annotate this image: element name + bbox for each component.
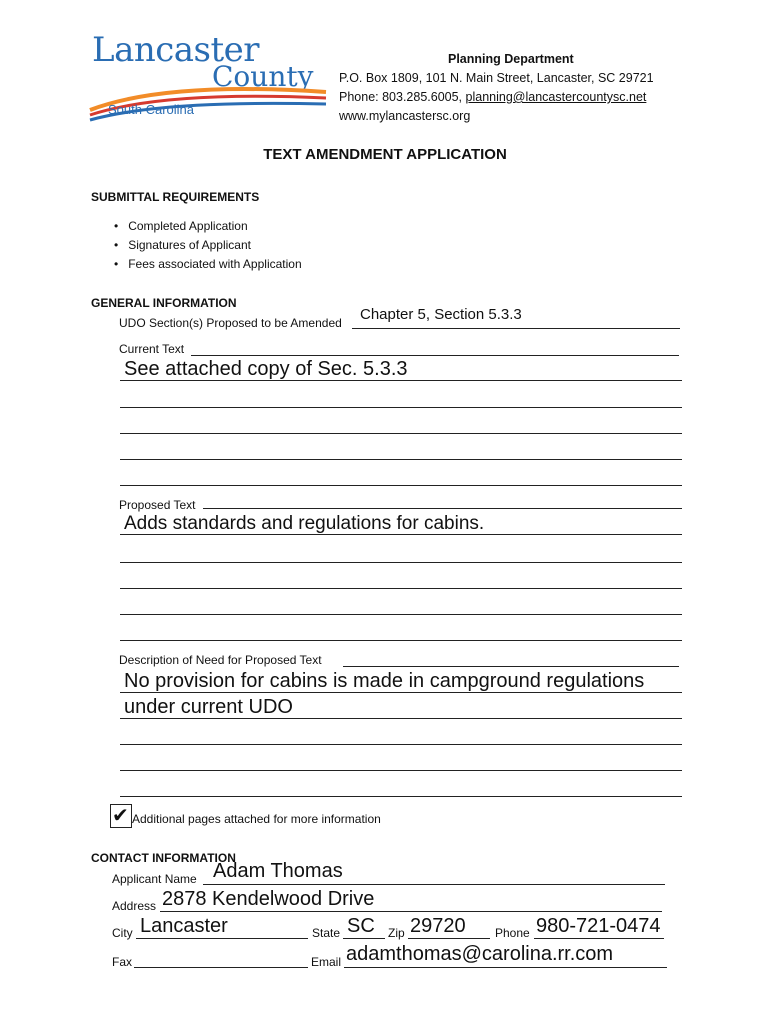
proposed-text-field[interactable] [120, 512, 682, 536]
proposed-text-line[interactable] [120, 640, 682, 641]
udo-value: Chapter 5, Section 5.3.3 [360, 306, 522, 323]
department-phone [339, 88, 646, 107]
current-text-label: Current Text [119, 342, 185, 356]
need-line[interactable] [343, 666, 679, 667]
list-item: • Fees associated with Application [114, 257, 302, 271]
proposed-text-line[interactable] [120, 614, 682, 615]
email-label: Email [311, 955, 342, 969]
logo-state: South Carolina [108, 102, 194, 117]
city-value: Lancaster [140, 915, 228, 937]
applicant-name-value: Adam Thomas [213, 860, 343, 882]
list-item: • Completed Application [114, 219, 248, 233]
checkmark-icon: ✔ [112, 803, 129, 827]
need-field-1[interactable] [120, 670, 682, 694]
list-item: • Signatures of Applicant [114, 238, 251, 252]
phone-label: Phone [495, 926, 530, 940]
current-text-line[interactable] [120, 407, 682, 408]
current-text-line[interactable] [120, 485, 682, 486]
applicant-name-field[interactable] [203, 861, 665, 885]
need-line[interactable] [120, 744, 682, 745]
proposed-text-line[interactable] [203, 508, 682, 509]
zip-label: Zip [388, 926, 405, 940]
department-name: Planning Department [448, 52, 574, 66]
state-value: SC [347, 915, 375, 937]
email-value: adamthomas@carolina.rr.com [346, 943, 614, 965]
phone-value: 980-721-0474 [536, 915, 661, 937]
submittal-heading: SUBMITTAL REQUIREMENTS [91, 190, 260, 204]
state-field[interactable] [343, 915, 385, 939]
department-address: P.O. Box 1809, 101 N. Main Street, Lancaster, SC 29721 [339, 71, 654, 85]
form-title: TEXT AMENDMENT APPLICATION [263, 146, 507, 163]
city-label: City [112, 926, 133, 940]
address-value: 2878 Kendelwood Drive [162, 888, 375, 910]
state-label: State [312, 926, 341, 940]
city-field[interactable] [136, 915, 308, 939]
department-email-link[interactable]: planning@lancastercountysc.net [465, 90, 647, 104]
need-value-2: under current UDO [124, 696, 293, 718]
udo-field[interactable] [352, 306, 680, 330]
zip-value: 29720 [410, 915, 466, 937]
need-line[interactable] [120, 796, 682, 797]
need-label: Description of Need for Proposed Text [119, 653, 322, 667]
need-value-1: No provision for cabins is made in campground regulations [124, 670, 645, 692]
need-field-2[interactable] [120, 696, 682, 720]
additional-pages-label: Additional pages attached for more information [132, 812, 381, 826]
current-text-value: See attached copy of Sec. 5.3.3 [124, 358, 408, 380]
proposed-text-line[interactable] [120, 562, 682, 563]
department-website[interactable]: www.mylancastersc.org [339, 109, 471, 123]
zip-field[interactable] [408, 915, 490, 939]
fax-label: Fax [112, 955, 133, 969]
phone-text: Phone: 803.285.6005, [339, 90, 466, 104]
email-field[interactable] [344, 944, 667, 968]
submittal-list [114, 219, 302, 276]
current-text-line[interactable] [191, 355, 679, 356]
fax-field[interactable] [134, 944, 308, 968]
additional-pages-checkbox[interactable] [110, 804, 132, 828]
current-text-line[interactable] [120, 433, 682, 434]
phone-field[interactable] [534, 915, 664, 939]
proposed-text-line[interactable] [120, 588, 682, 589]
proposed-text-label: Proposed Text [119, 498, 196, 512]
udo-label: UDO Section(s) Proposed to be Amended [119, 316, 342, 330]
current-text-field[interactable] [120, 358, 682, 382]
need-line[interactable] [120, 770, 682, 771]
logo-name-line2: County [212, 60, 314, 93]
logo-name-line1: Lancaster [92, 30, 260, 70]
applicant-name-label: Applicant Name [112, 872, 197, 886]
general-heading: GENERAL INFORMATION [91, 296, 237, 310]
county-logo [88, 30, 328, 125]
address-field[interactable] [160, 888, 662, 912]
address-label: Address [112, 899, 157, 913]
current-text-line[interactable] [120, 459, 682, 460]
proposed-text-value: Adds standards and regulations for cabins. [124, 513, 485, 534]
contact-heading: CONTACT INFORMATION [91, 851, 236, 865]
